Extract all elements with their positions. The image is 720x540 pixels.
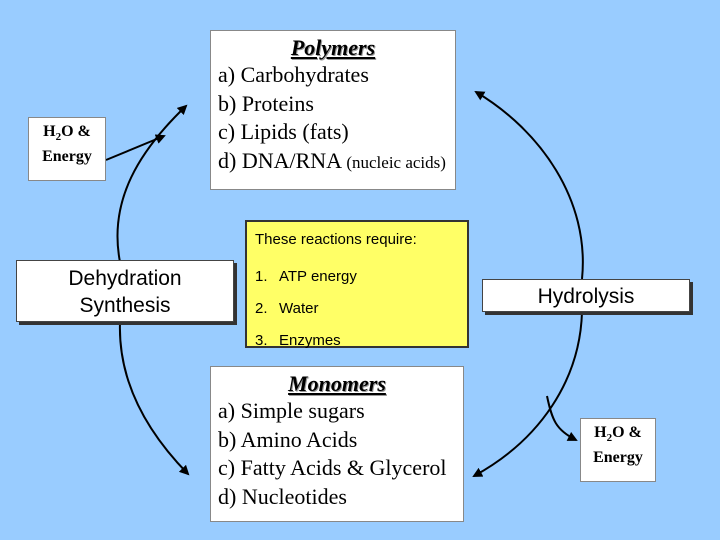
- monomers-box: [210, 366, 464, 522]
- requirement-item: 1. ATP energy: [255, 268, 357, 285]
- arrow-into-h2o-right: [547, 396, 576, 440]
- monomer-item: b) Amino Acids: [218, 426, 358, 452]
- arrow-right-up: [476, 92, 583, 279]
- polymer-item-text: d) DNA/RNA: [218, 147, 341, 173]
- dehydration-line2: Synthesis: [79, 294, 171, 317]
- requirement-item: 2. Water: [255, 300, 319, 317]
- h2o-formula: $H_2O$ &: [43, 123, 91, 144]
- polymer-item: c) Lipids (fats): [218, 119, 349, 144]
- polymer-item-note: (nucleic acids): [346, 152, 446, 172]
- polymer-item: b) Proteins: [218, 90, 314, 116]
- arrow-left-down: [120, 322, 188, 474]
- requirements-title: These reactions require:: [255, 231, 417, 248]
- h2o-energy-left-label: [28, 117, 106, 181]
- h2o-formula: $H_2O$ &: [594, 424, 642, 445]
- requirements-box: [245, 220, 469, 348]
- arrow-right-down: [474, 312, 582, 476]
- polymers-box: [210, 30, 456, 190]
- dehydration-line1: Dehydration: [68, 267, 182, 290]
- polymer-item: [211, 147, 455, 178]
- hydrolysis-label: Hydrolysis: [537, 285, 635, 308]
- monomer-item: d) Nucleotides: [218, 483, 347, 509]
- monomer-item: a) Simple sugars: [218, 398, 365, 423]
- polymer-item: a) Carbohydrates: [218, 62, 369, 87]
- hydrolysis-box: [482, 279, 690, 312]
- energy-text: Energy: [593, 449, 643, 467]
- energy-text: Energy: [42, 148, 92, 166]
- h2o-energy-right-label: [580, 418, 656, 482]
- monomer-item: c) Fatty Acids & Glycerol: [218, 455, 447, 480]
- arrow-h2o-into-left: [106, 136, 164, 160]
- requirements-list: [255, 261, 357, 357]
- monomers-title: Monomers: [288, 371, 386, 396]
- requirement-item: 3. Enzymes: [255, 332, 341, 349]
- arrow-left-up: [117, 106, 186, 262]
- polymers-title: Polymers: [290, 35, 376, 60]
- dehydration-synthesis-box: [16, 260, 234, 322]
